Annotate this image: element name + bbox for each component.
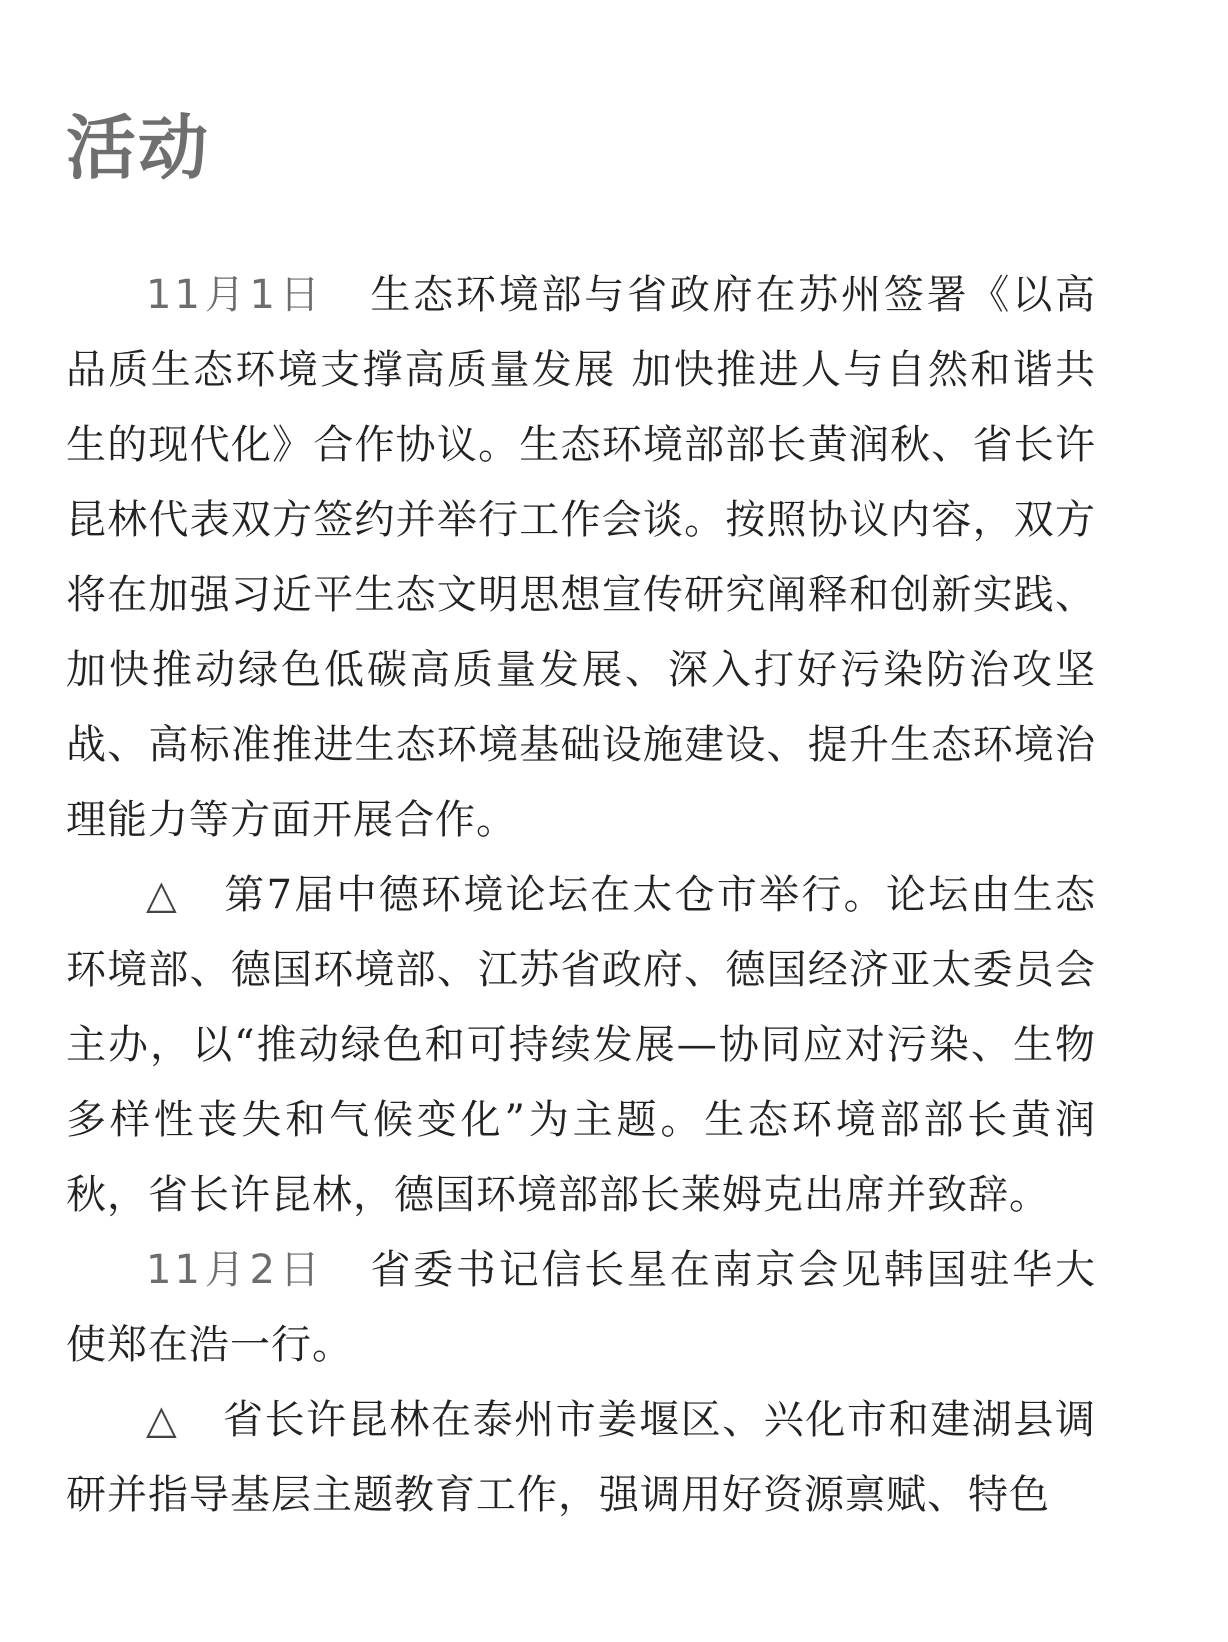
entry-text: 第7届中德环境论坛在太仓市举行。论坛由生态环境部、德国环境部、江苏省政府、德国经济亚太委员会主办，以“推动绿色和可持续发展—协同应对污染、生物多样性丧失和气候变化”为主题。生态环境部部长黄润秋，省长许昆林，德国环境部部长莱姆克出席并致辞。 [66, 872, 1096, 1218]
entry-paragraph [66, 1383, 1096, 1533]
entry-text: 生态环境部与省政府在苏州签署《以高品质生态环境支撑高质量发展 加快推进人与自然和谐共生的现代化》合作协议。生态环境部部长黄润秋、省长许昆林代表双方签约并举行工作会谈。按照协议内容，双方将在加强习近平生态文明思想宣传研究阐释和创新实践、加快推动绿色低碳高质量发展、深入打好污染防治攻坚战、高标准推进生态环境基础设施建设、提升生态环境治理能力等方面开展合作。 [66, 272, 1097, 843]
entry-date: 11月2日 [146, 1247, 325, 1293]
entry-text: 省长许昆林在泰州市姜堰区、兴化市和建湖县调研并指导基层主题教育工作，强调用好资源禀赋、特色 [66, 1397, 1097, 1518]
entry-paragraph [66, 1233, 1096, 1383]
triangle-marker-icon: △ [146, 1397, 179, 1443]
section-title: 活动 [66, 107, 210, 189]
entry-date: 11月1日 [146, 272, 325, 318]
entry-text: 省委书记信长星在南京会见韩国驻华大使郑在浩一行。 [66, 1247, 1097, 1368]
entry-paragraph [66, 858, 1096, 1233]
document-body [66, 258, 1096, 1533]
entry-paragraph [66, 258, 1096, 858]
triangle-marker-icon: △ [146, 872, 180, 918]
